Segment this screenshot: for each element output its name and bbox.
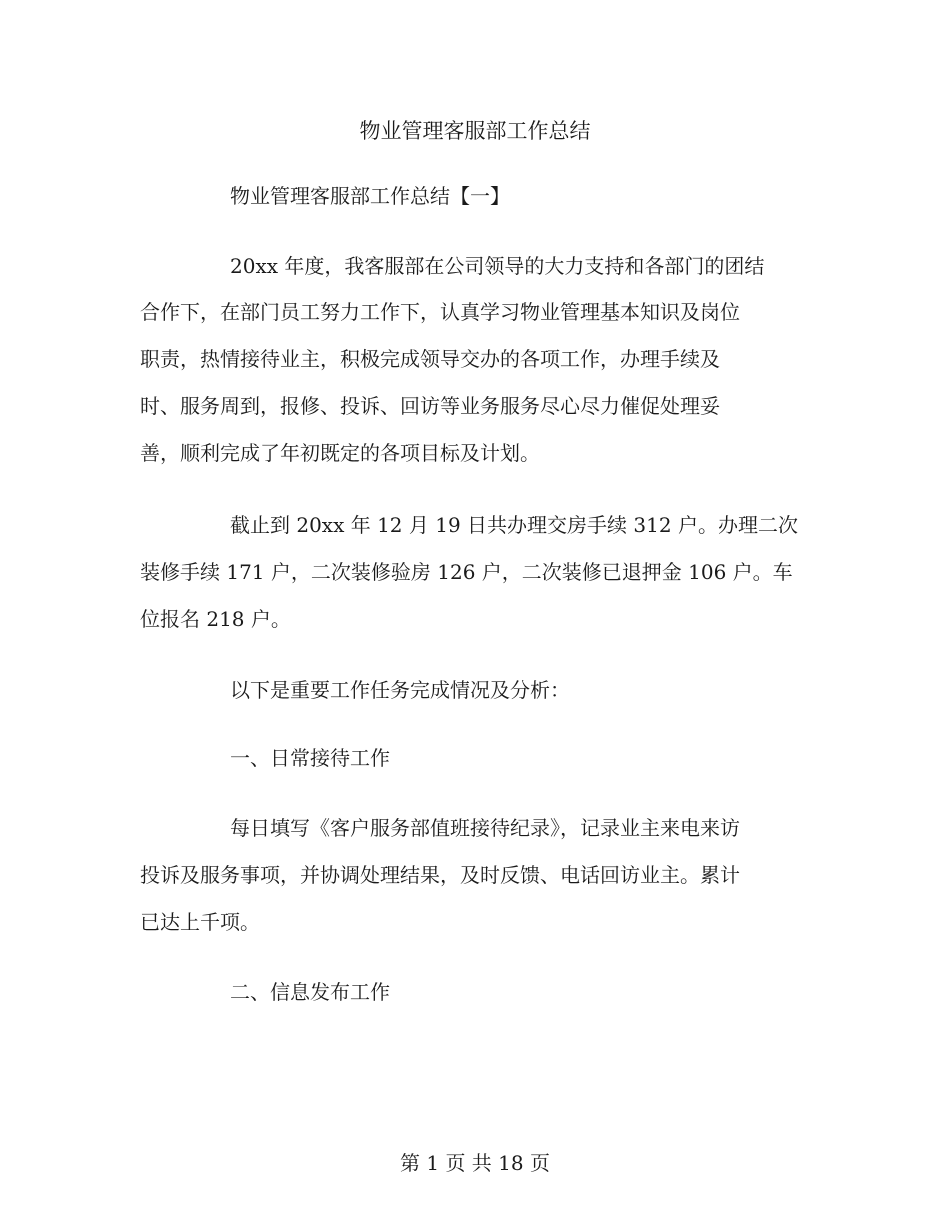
analysis-intro: 以下是重要工作任务完成情况及分析： — [230, 678, 570, 702]
paragraph1-line1: 20xx 年度，我客服部在公司领导的大力支持和各部门的团结 — [230, 254, 765, 278]
page-indicator: 第 1 页 共 18 页 — [400, 1151, 550, 1175]
document-title: 物业管理客服部工作总结 — [359, 119, 591, 143]
paragraph1-line2: 合作下，在部门员工努力工作下，认真学习物业管理基本知识及岗位 — [140, 300, 740, 324]
paragraph1-line3: 职责，热情接待业主，积极完成领导交办的各项工作，办理手续及 — [140, 347, 720, 371]
paragraph2-line2: 装修手续 171 户，二次装修验房 126 户，二次装修已退押金 106 户。车 — [140, 560, 793, 584]
paragraph3-line3: 已达上千项。 — [140, 910, 260, 934]
heading-daily-reception: 一、日常接待工作 — [230, 746, 390, 770]
paragraph3-line2: 投诉及服务事项，并协调处理结果，及时反馈、电话回访业主。累计 — [140, 863, 740, 887]
paragraph1-line4: 时、服务周到，报修、投诉、回访等业务服务尽心尽力催促处理妥 — [140, 394, 720, 418]
paragraph1-line5: 善，顺利完成了年初既定的各项目标及计划。 — [140, 441, 540, 465]
paragraph2-line3: 位报名 218 户。 — [140, 607, 291, 631]
paragraph2-line1: 截止到 20xx 年 12 月 19 日共办理交房手续 312 户。办理二次 — [230, 513, 798, 537]
paragraph3-line1: 每日填写《客户服务部值班接待纪录》，记录业主来电来访 — [230, 816, 740, 840]
heading-information-release: 二、信息发布工作 — [230, 980, 390, 1004]
section-heading: 物业管理客服部工作总结【一】 — [230, 184, 510, 208]
